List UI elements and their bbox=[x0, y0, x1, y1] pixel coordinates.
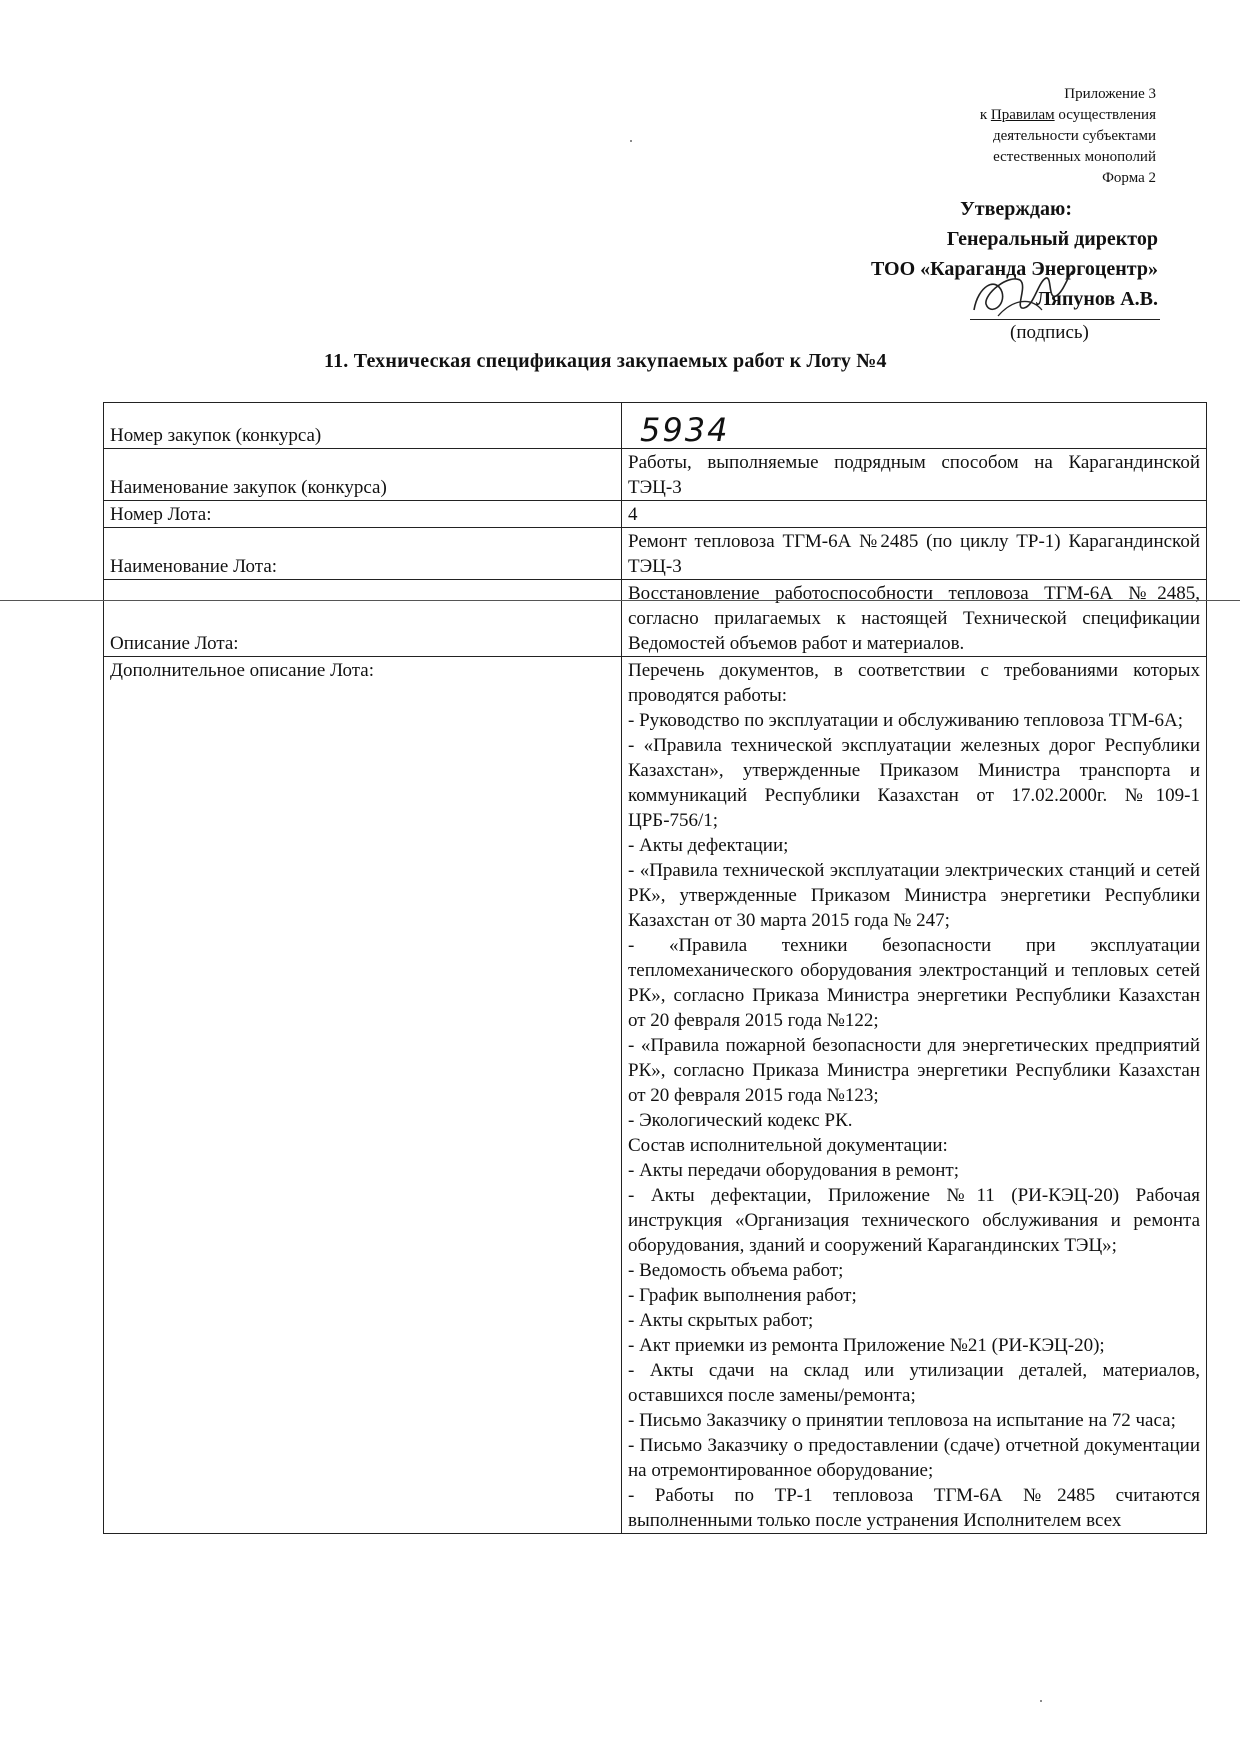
list-item: - График выполнения работ; bbox=[628, 1285, 857, 1306]
table-row bbox=[104, 657, 1207, 1534]
table-row bbox=[104, 449, 1207, 501]
list-item: - Письмо Заказчику о принятии тепловоза на испытание на 72 часа; bbox=[628, 1410, 1176, 1431]
list-item: - Акты скрытых работ; bbox=[628, 1310, 814, 1331]
list-item: Перечень документов, в соответствии с требованиями которых проводятся работы: bbox=[628, 660, 1200, 706]
appendix-line-5: Форма 2 bbox=[1102, 170, 1156, 186]
specification-table bbox=[103, 402, 1207, 1534]
appendix-reference bbox=[980, 84, 1156, 189]
appendix-line-1: Приложение 3 bbox=[1064, 86, 1156, 102]
scan-artifact-line bbox=[0, 600, 1240, 601]
purchase-number-handwritten: 5934 bbox=[622, 403, 1207, 449]
row-value: 4 bbox=[622, 501, 1207, 528]
table-row bbox=[104, 528, 1207, 580]
row-label: Дополнительное описание Лота: bbox=[104, 657, 622, 1534]
row-label: Наименование Лота: bbox=[104, 528, 622, 580]
appendix-line-4: естественных монополий bbox=[993, 149, 1156, 165]
row-label: Наименование закупок (конкурса) bbox=[104, 449, 622, 501]
table-row bbox=[104, 403, 1207, 449]
list-item: - Акты сдачи на склад или утилизации деталей, материалов, оставшихся после замены/ремонта; bbox=[628, 1360, 1200, 1406]
list-item: - «Правила технической эксплуатации электрических станций и сетей РК», утвержденные Приказом Министра энергетики Республики Казахстан от 30 марта 2015 года № 247; bbox=[628, 860, 1200, 931]
signature-caption: (подпись) bbox=[1010, 322, 1089, 343]
row-label: Номер Лота: bbox=[104, 501, 622, 528]
list-item: - Работы по ТР-1 тепловоза ТГМ-6А №2485 считаются выполненными только после устранения Исполнителем всех bbox=[628, 1485, 1200, 1531]
approval-title: Утверждаю: bbox=[960, 198, 1072, 220]
scan-speck bbox=[1040, 1700, 1042, 1702]
list-item: - Акт приемки из ремонта Приложение №21 (РИ-КЭЦ-20); bbox=[628, 1335, 1105, 1356]
list-item: - Акты дефектации, Приложение №11 (РИ-КЭЦ-20) Рабочая инструкция «Организация технического обслуживания и ремонта оборудования, зданий и сооружений Карагандинских ТЭЦ»; bbox=[628, 1185, 1200, 1256]
scan-speck bbox=[630, 140, 632, 142]
approval-name: Ляпунов А.В. bbox=[1036, 288, 1158, 310]
row-label: Описание Лота: bbox=[104, 580, 622, 657]
list-item: - Экологический кодекс РК. bbox=[628, 1110, 853, 1131]
list-item: - Акты дефектации; bbox=[628, 835, 789, 856]
handwritten-signature bbox=[968, 266, 1078, 322]
list-item: - Акты передачи оборудования в ремонт; bbox=[628, 1160, 959, 1181]
list-item: - Письмо Заказчику о предоставлении (сдаче) отчетной документации на отремонтированное оборудование; bbox=[628, 1435, 1200, 1481]
row-value: Работы, выполняемые подрядным способом на Карагандинской ТЭЦ-3 bbox=[622, 449, 1207, 501]
appendix-line-2: к Правилам осуществления bbox=[979, 107, 1156, 123]
table-row bbox=[104, 580, 1207, 657]
row-label: Номер закупок (конкурса) bbox=[104, 403, 622, 449]
list-item: Состав исполнительной документации: bbox=[628, 1135, 948, 1156]
table-row bbox=[104, 501, 1207, 528]
rules-link: Правилам bbox=[990, 107, 1055, 123]
row-value: Ремонт тепловоза ТГМ-6А №2485 (по циклу ТР-1) Карагандинской ТЭЦ-3 bbox=[622, 528, 1207, 580]
section-heading: 11. Техническая спецификация закупаемых работ к Лоту №4 bbox=[324, 350, 887, 372]
signature-line bbox=[970, 319, 1160, 320]
row-value: Восстановление работоспособности тепловоза ТГМ-6А №2485, согласно прилагаемых к настоящей Технической спецификации Ведомостей объемов работ и материалов. bbox=[622, 580, 1207, 657]
list-item: - «Правила пожарной безопасности для энергетических предприятий РК», согласно Приказа Министра энергетики Республики Казахстан от 20 февраля 2015 года №123; bbox=[628, 1035, 1200, 1106]
list-item: - «Правила технической эксплуатации железных дорог Республики Казахстан», утвержденные Приказом Министра транспорта и коммуникаций Республики Казахстан от 17.02.2000г. №109-1 ЦРБ-756/1; bbox=[628, 735, 1200, 831]
list-item: - Ведомость объема работ; bbox=[628, 1260, 844, 1281]
list-item: - Руководство по эксплуатации и обслуживанию тепловоза ТГМ-6А; bbox=[628, 710, 1183, 731]
approval-organization: ТОО «Караганда Энергоцентр» bbox=[870, 258, 1158, 280]
list-item: - «Правила техники безопасности при эксплуатации тепломеханического оборудования электростанций и тепловых сетей РК», согласно Приказа Министра энергетики Республики Казахстан от 20 февраля 2015 года №122; bbox=[628, 935, 1200, 1031]
appendix-line-3: деятельности субъектами bbox=[992, 128, 1156, 144]
approval-position: Генеральный директор bbox=[946, 228, 1158, 250]
additional-description bbox=[622, 657, 1207, 1534]
